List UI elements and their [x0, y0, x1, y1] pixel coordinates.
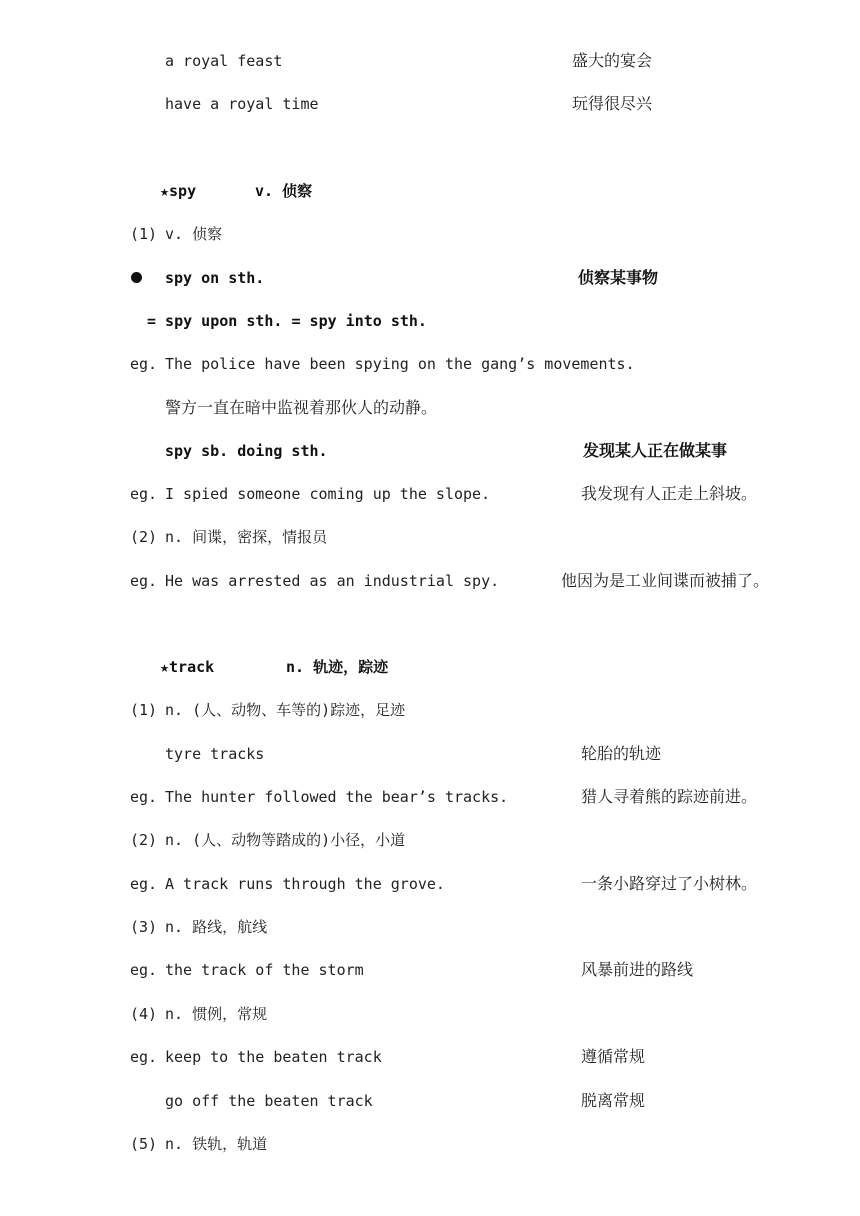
eg-prefix: eg.	[130, 875, 158, 893]
phrase-alternatives: = spy upon sth. = spy into sth.	[147, 312, 427, 330]
example-zh: 我发现有人正走上斜坡。	[581, 484, 758, 503]
phrase-en: tyre tracks	[165, 745, 265, 763]
sense-number: (1)	[130, 701, 158, 719]
example-en: The hunter followed the bear’s tracks.	[165, 788, 509, 806]
eg-prefix: eg.	[130, 355, 158, 373]
phrase-zh: 轮胎的轨迹	[581, 744, 662, 763]
example-zh: 遵循常规	[581, 1047, 646, 1066]
phrase-zh: 脱离常规	[581, 1091, 646, 1110]
sense-number: (2)	[130, 831, 158, 849]
eg-prefix: eg.	[130, 788, 158, 806]
phrase-zh: 盛大的宴会	[572, 51, 653, 70]
phrase-en: have a royal time	[165, 95, 319, 113]
sense-definition: n. 间谍，密探，情报员	[165, 528, 328, 546]
example-en: I spied someone coming up the slope.	[165, 485, 491, 503]
example-en: He was arrested as an industrial spy.	[165, 572, 500, 590]
sense-definition: v. 侦察	[165, 225, 223, 243]
sense-definition: n. 路线，航线	[165, 918, 268, 936]
example-en: keep to the beaten track	[165, 1048, 382, 1066]
eg-prefix: eg.	[130, 1048, 158, 1066]
headword-spy: ★spy	[160, 182, 197, 200]
sense-number: (3)	[130, 918, 158, 936]
sense-number: (5)	[130, 1135, 158, 1153]
example-en: the track of the storm	[165, 961, 364, 979]
phrase-en: go off the beaten track	[165, 1092, 373, 1110]
sense-definition: n. 铁轨，轨道	[165, 1135, 268, 1153]
example-zh: 他因为是工业间谍而被捕了。	[561, 571, 770, 590]
phrase-zh: 侦察某事物	[578, 268, 659, 287]
bullet-icon	[131, 272, 142, 283]
example-zh: 猎人寻着熊的踪迹前进。	[581, 787, 758, 806]
headword-track: ★track	[160, 658, 215, 676]
example-en: The police have been spying on the gang’s movements.	[165, 355, 635, 373]
example-zh: 一条小路穿过了小树林。	[581, 874, 758, 893]
sense-number: (1)	[130, 225, 158, 243]
sense-number: (2)	[130, 528, 158, 546]
eg-prefix: eg.	[130, 961, 158, 979]
phrase-zh: 玩得很尽兴	[572, 94, 653, 113]
phrase-en: spy on sth.	[165, 269, 265, 287]
eg-prefix: eg.	[130, 485, 158, 503]
example-zh: 警方一直在暗中监视着那伙人的动静。	[165, 398, 438, 417]
phrase-zh: 发现某人正在做某事	[583, 441, 728, 460]
phrase-en: spy sb. doing sth.	[165, 442, 328, 460]
headword-track-pos: n. 轨迹，踪迹	[286, 658, 389, 676]
sense-definition: n. (人、动物、车等的)踪迹，足迹	[165, 701, 406, 719]
example-en: A track runs through the grove.	[165, 875, 445, 893]
example-zh: 风暴前进的路线	[581, 960, 694, 979]
sense-number: (4)	[130, 1005, 158, 1023]
sense-definition: n. (人、动物等踏成的)小径，小道	[165, 831, 406, 849]
headword-spy-pos: v. 侦察	[255, 182, 313, 200]
phrase-en: a royal feast	[165, 52, 283, 70]
eg-prefix: eg.	[130, 572, 158, 590]
sense-definition: n. 惯例，常规	[165, 1005, 268, 1023]
